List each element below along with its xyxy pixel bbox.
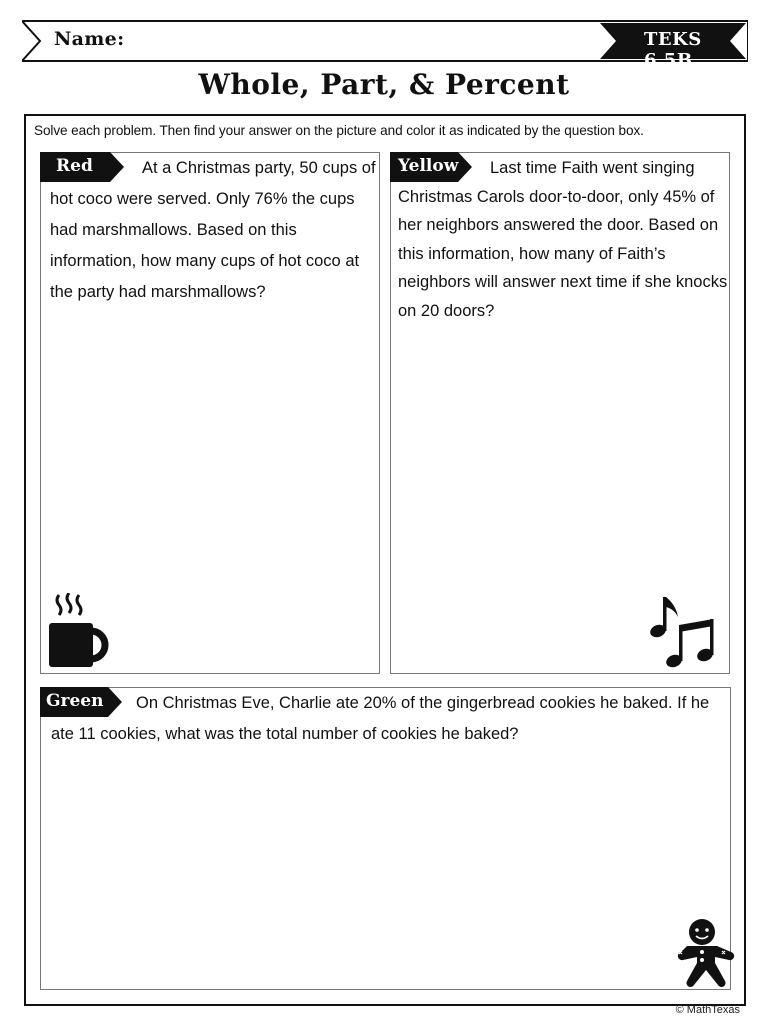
instructions: Solve each problem. Then find your answer on the picture and color it as indicated by the question box.: [34, 123, 644, 138]
teks-badge: TEKS 6.5B: [644, 29, 702, 71]
gingerbread-man-icon: [669, 918, 735, 988]
music-notes-icon: [649, 595, 715, 669]
color-tag-label: Green: [46, 691, 104, 711]
color-tag-label: Red: [56, 156, 93, 176]
question-text-yellow: Last time Faith went singing Christmas Carols door-to-door, only 45% of her neighbors answered the door. Based on this information, how many of Faith’s neighbors will answer next time if she knocks on 20 doors?: [398, 159, 728, 320]
question-box-yellow: [390, 152, 730, 674]
worksheet-frame: [24, 114, 746, 1006]
question-text-red: At a Christmas party, 50 cups of hot coco were served. Only 76% the cups had marshmallows. Based on this information, how many cups of hot coco at the party had marshmallows?: [50, 159, 376, 301]
color-tag-label: Yellow: [398, 156, 459, 176]
question-text-green: On Christmas Eve, Charlie ate 20% of the gingerbread cookies he baked. If he ate 11 cookies, what was the total number of cookies he baked?: [51, 694, 710, 743]
coffee-mug-icon: [47, 593, 109, 669]
name-label: Name:: [54, 28, 125, 50]
page-title: Whole, Part, & Percent: [198, 68, 570, 101]
question-box-red: [40, 152, 380, 674]
name-banner-shape: [22, 20, 748, 62]
question-box-green: [40, 687, 731, 990]
name-banner: [22, 20, 748, 71]
copyright-notice: © MathTexas: [675, 1004, 740, 1016]
